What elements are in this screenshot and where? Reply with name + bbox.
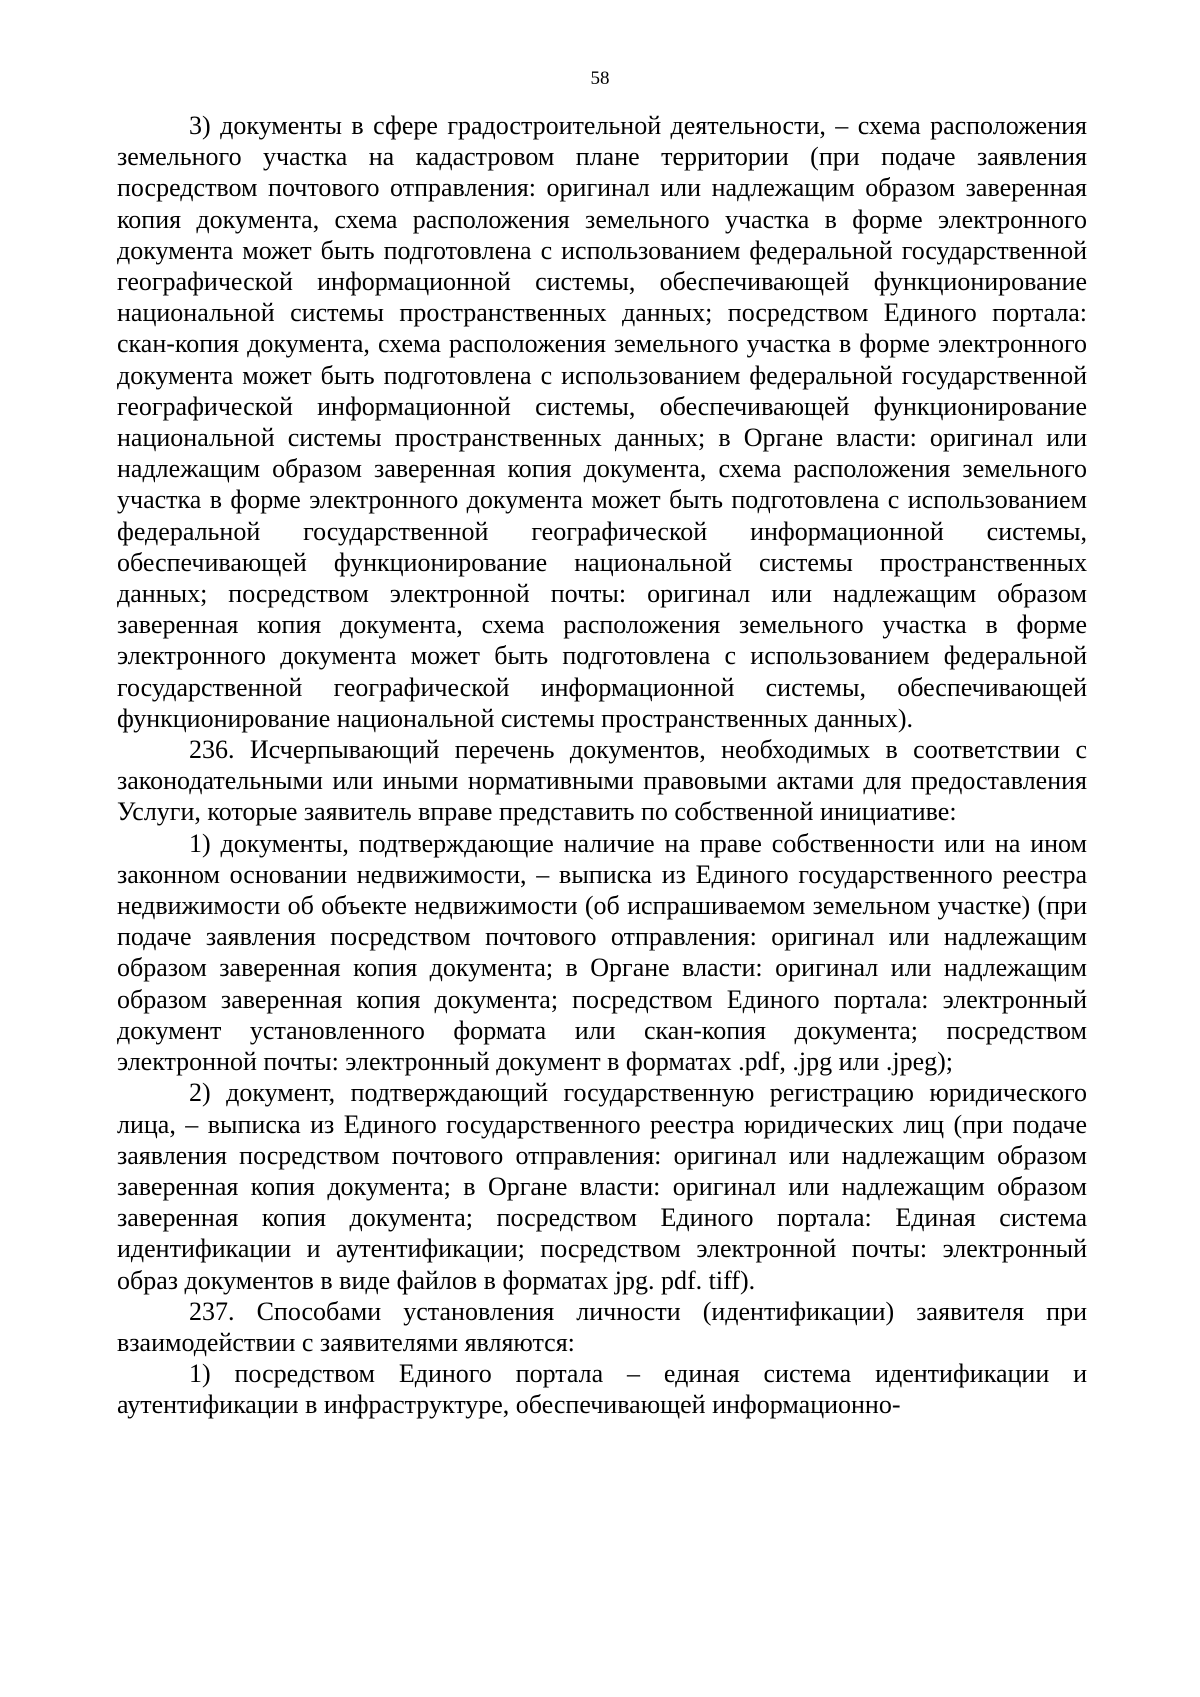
paragraph-item-1-ownership-documents: 1) документы, подтверждающие наличие на праве собственности или на ином законном основании недвижимости, – выписка из Единого государственного реестра недвижимости об объекте недвижимости (об испрашиваемом земельном участке) (при подаче заявления посредством почтового отправления: оригинал или надлежащим образом заверенная копия документа; в Органе власти: оригинал или надлежащим образом заверенная копия документа; посредством Единого портала: электронный документ установленного формата или скан-копия документа; посредством электронной почты: электронный документ в форматах .pdf, .jpg или .jpeg); — [117, 828, 1087, 1077]
paragraph-item-1-unified-portal: 1) посредством Единого портала – единая система идентификации и аутентификации в инфраструктуре, обеспечивающей информационно- — [117, 1359, 1087, 1420]
paragraph-236-documents-list: 236. Исчерпывающий перечень документов, необходимых в соответствии с законодательными или иными нормативными правовыми актами для предоставления Услуги, которые заявитель вправе представить по собственной инициативе: — [117, 735, 1087, 827]
page-number: 58 — [590, 68, 610, 89]
paragraph-237-identification-methods: 237. Способами установления личности (идентификации) заявителя при взаимодействии с заявителями являются: — [117, 1296, 1087, 1357]
paragraph-item-3-cadastral-scheme: 3) документы в сфере градостроительной деятельности, – схема расположения земельного участка на кадастровом плане территории (при подаче заявления посредством почтового отправления: оригинал или надлежащим образом заверенная копия документа, схема расположения земельного участка в форме электронного документа может быть подготовлена с использованием федеральной государственной географической информационной системы, обеспечивающей функционирование национальной системы пространственных данных; посредством Единого портала: скан-копия документа, схема расположения земельного участка в форме электронного документа может быть подготовлена с использованием федеральной государственной географической информационной системы, обеспечивающей функционирование национальной системы пространственных данных; в Органе власти: оригинал или надлежащим образом заверенная копия документа, схема расположения земельного участка в форме электронного документа может быть подготовлена с использованием федеральной государственной географической информационной системы, обеспечивающей функционирование национальной системы пространственных данных; посредством электронной почты: оригинал или надлежащим образом заверенная копия документа, схема расположения земельного участка в форме электронного документа может быть подготовлена с использованием федеральной государственной географической информационной системы, обеспечивающей функционирование национальной системы пространственных данных). — [117, 111, 1087, 733]
document-body — [117, 110, 1087, 1421]
paragraph-item-2-legal-entity-registration: 2) документ, подтверждающий государственную регистрацию юридического лица, – выписка из Единого государственного реестра юридических лиц (при подаче заявления посредством почтового отправления: оригинал или надлежащим образом заверенная копия документа; в Органе власти: оригинал или надлежащим образом заверенная копия документа; посредством Единого портала: Единая система идентификации и аутентификации; посредством электронной почты: электронный образ документов в виде файлов в форматах jpg. pdf. tiff). — [117, 1078, 1087, 1295]
